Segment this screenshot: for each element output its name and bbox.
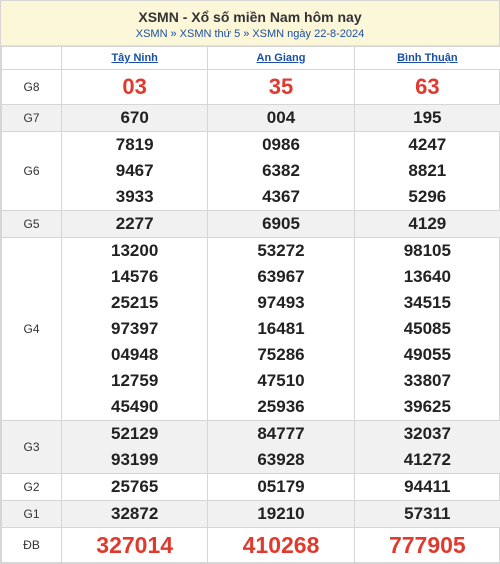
prize-row-g1: [2, 501, 500, 528]
prize-number: 84777: [257, 424, 305, 443]
prize-cell: [62, 238, 208, 421]
prize-number: 63928: [257, 450, 305, 469]
prize-number: 25215: [111, 293, 159, 312]
prize-number: 3933: [115, 187, 154, 206]
prize-cell: [354, 238, 500, 421]
prize-number: 49055: [403, 345, 451, 364]
prize-cell: [354, 105, 500, 132]
prize-cell: [354, 528, 500, 563]
prize-number: 05179: [257, 477, 305, 496]
prize-number: 0986: [262, 135, 300, 154]
prize-label: G8: [2, 70, 62, 105]
results-header: [1, 1, 499, 46]
prize-cell: [354, 70, 500, 105]
prize-number: 32872: [111, 504, 159, 523]
prize-number: 35: [268, 74, 294, 99]
breadcrumb-separator: »: [243, 28, 250, 40]
prize-number: 25936: [257, 397, 305, 416]
prize-number: 8821: [408, 161, 447, 180]
prize-label: ĐB: [2, 528, 62, 563]
corner-cell: [2, 47, 62, 70]
column-header-an-giang[interactable]: [208, 47, 354, 70]
prize-cell: [354, 421, 500, 474]
prize-number: 39625: [403, 397, 451, 416]
prize-number: 32037: [403, 424, 451, 443]
prize-number: 6382: [262, 161, 300, 180]
prize-number: 45490: [111, 397, 159, 416]
page-title: XSMN - Xổ số miền Nam hôm nay: [138, 9, 362, 25]
prize-number: 97397: [111, 319, 159, 338]
prize-row-đb: [2, 528, 500, 563]
prize-number: 98105: [403, 241, 451, 260]
prize-cell: [208, 211, 354, 238]
province-link[interactable]: An Giang: [256, 52, 306, 64]
prize-number: 777905: [388, 532, 466, 558]
prize-number: 004: [266, 108, 296, 127]
prize-number: 4247: [408, 135, 447, 154]
prize-number: 7819: [115, 135, 154, 154]
prize-cell: [62, 211, 208, 238]
prize-number: 75286: [257, 345, 305, 364]
breadcrumb-date[interactable]: XSMN ngày 22-8-2024: [252, 28, 365, 40]
prize-number: 41272: [403, 450, 451, 469]
prize-number: 13640: [403, 267, 451, 286]
prize-number: 33807: [403, 371, 451, 390]
prize-number: 9467: [115, 161, 154, 180]
prize-row-g8: [2, 70, 500, 105]
prize-number: 93199: [111, 450, 159, 469]
prize-row-g6: [2, 132, 500, 211]
prize-label: G4: [2, 238, 62, 421]
province-link[interactable]: Bình Thuận: [397, 52, 458, 64]
prize-number: 97493: [257, 293, 305, 312]
column-header-binh-thuan[interactable]: [354, 47, 500, 70]
prize-number: 47510: [257, 371, 305, 390]
table-header-row: [2, 47, 500, 70]
results-table: [1, 46, 500, 563]
prize-label: G7: [2, 105, 62, 132]
prize-cell: [354, 501, 500, 528]
prize-row-g3: [2, 421, 500, 474]
prize-cell: [208, 105, 354, 132]
prize-number: 25765: [111, 477, 159, 496]
prize-cell: [62, 528, 208, 563]
prize-cell: [354, 211, 500, 238]
prize-number: 34515: [403, 293, 451, 312]
province-link[interactable]: Tây Ninh: [111, 52, 158, 64]
prize-label: G3: [2, 421, 62, 474]
prize-cell: [354, 474, 500, 501]
prize-number: 14576: [111, 267, 159, 286]
prize-number: 19210: [257, 504, 305, 523]
prize-cell: [62, 501, 208, 528]
prize-number: 12759: [111, 371, 159, 390]
prize-label: G6: [2, 132, 62, 211]
breadcrumb: [1, 28, 499, 41]
prize-row-g2: [2, 474, 500, 501]
prize-number: 6905: [262, 214, 300, 233]
prize-number: 53272: [257, 241, 305, 260]
prize-number: 52129: [111, 424, 159, 443]
prize-cell: [62, 132, 208, 211]
prize-number: 63: [415, 74, 440, 99]
prize-cell: [208, 421, 354, 474]
column-header-tay-ninh[interactable]: [62, 47, 208, 70]
prize-number: 13200: [111, 241, 159, 260]
prize-cell: [208, 132, 354, 211]
prize-number: 4129: [408, 214, 447, 233]
prize-rows: [2, 70, 500, 563]
prize-number: 57311: [404, 504, 451, 523]
prize-cell: [354, 132, 500, 211]
prize-label: G5: [2, 211, 62, 238]
prize-number: 4367: [262, 187, 300, 206]
prize-cell: [62, 421, 208, 474]
prize-number: 03: [122, 74, 147, 99]
prize-number: 2277: [115, 214, 154, 233]
prize-label: G1: [2, 501, 62, 528]
prize-number: 16481: [257, 319, 305, 338]
prize-row-g5: [2, 211, 500, 238]
prize-cell: [62, 70, 208, 105]
breadcrumb-separator: »: [170, 28, 177, 40]
prize-cell: [208, 501, 354, 528]
breadcrumb-weekday[interactable]: XSMN thứ 5: [179, 28, 241, 40]
prize-cell: [208, 474, 354, 501]
prize-number: 63967: [257, 267, 305, 286]
prize-number: 670: [120, 108, 149, 127]
prize-label: G2: [2, 474, 62, 501]
prize-number: 327014: [96, 532, 174, 558]
prize-row-g7: [2, 105, 500, 132]
prize-number: 94411: [404, 477, 451, 496]
prize-number: 5296: [408, 187, 447, 206]
prize-number: 45085: [403, 319, 451, 338]
prize-number: 410268: [242, 532, 320, 558]
prize-number: 195: [413, 108, 442, 127]
prize-cell: [208, 70, 354, 105]
prize-cell: [62, 474, 208, 501]
prize-cell: [62, 105, 208, 132]
prize-cell: [208, 238, 354, 421]
prize-row-g4: [2, 238, 500, 421]
prize-cell: [208, 528, 354, 563]
prize-number: 04948: [111, 345, 159, 364]
breadcrumb-xsmn[interactable]: XSMN: [135, 28, 168, 40]
